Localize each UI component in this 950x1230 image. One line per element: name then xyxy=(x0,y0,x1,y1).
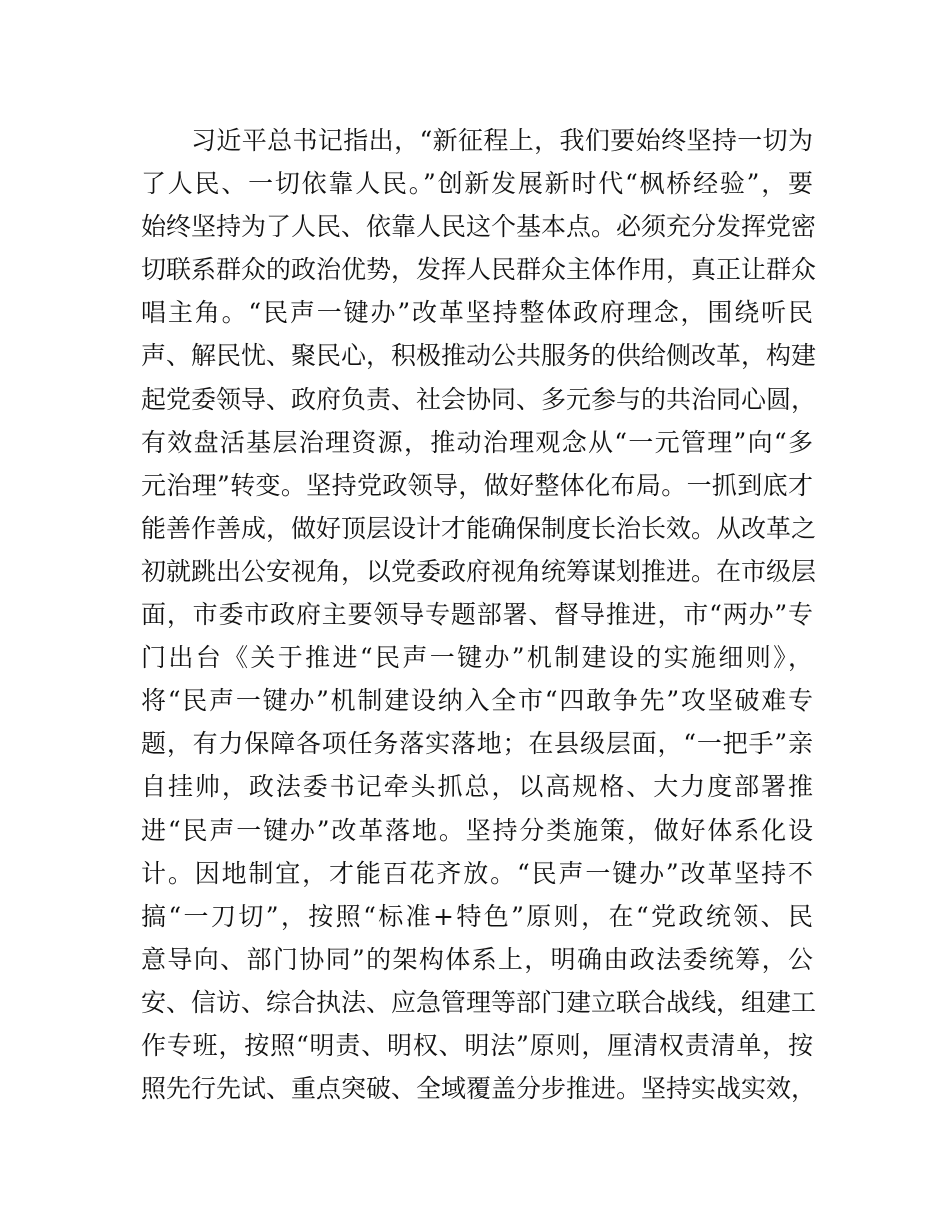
paragraph-line: 唱主角。“民声一键办”改革坚持整体政府理念，围绕听民 xyxy=(141,298,813,328)
paragraph-line: 门出台《关于推进“民声一键办”机制建设的实施细则》， xyxy=(141,643,813,673)
paragraph-line: 自挂帅，政法委书记牵头抓总，以高规格、大力度部署推 xyxy=(141,772,813,802)
paragraph-line: 起党委领导、政府负责、社会协同、多元参与的共治同心圆， xyxy=(141,384,817,414)
paragraph-line: 题，有力保障各项任务落实落地；在县级层面，“一把手”亲 xyxy=(141,729,813,759)
paragraph-line: 了人民、一切依靠人民。”创新发展新时代“枫桥经验”，要 xyxy=(141,169,813,199)
paragraph-line: 元治理”转变。坚持党政领导，做好整体化布局。一抓到底才 xyxy=(141,470,813,500)
paragraph-line: 意导向、部门协同”的架构体系上，明确由政法委统筹，公 xyxy=(141,944,813,974)
paragraph-line: 切联系群众的政治优势，发挥人民群众主体作用，真正让群众 xyxy=(141,255,817,285)
paragraph-line: 将“民声一键办”机制建设纳入全市“四敢争先”攻坚破难专 xyxy=(141,686,813,716)
paragraph-line: 有效盘活基层治理资源，推动治理观念从“一元管理”向“多 xyxy=(141,427,813,457)
paragraph-line: 初就跳出公安视角，以党委政府视角统筹谋划推进。在市级层 xyxy=(141,556,817,586)
paragraph-line: 进“民声一键办”改革落地。坚持分类施策，做好体系化设 xyxy=(141,815,813,845)
paragraph-line: 声、解民忧、聚民心，积极推动公共服务的供给侧改革，构建 xyxy=(141,341,817,371)
paragraph-line: 始终坚持为了人民、依靠人民这个基本点。必须充分发挥党密 xyxy=(141,212,817,242)
paragraph-line: 面，市委市政府主要领导专题部署、督导推进，市“两办”专 xyxy=(141,600,813,630)
paragraph-line: 搞“一刀切”，按照“标准+特色”原则，在“党政统领、民 xyxy=(141,901,813,931)
paragraph-line: 作专班，按照“明责、明权、明法”原则，厘清权责清单，按 xyxy=(141,1030,813,1060)
paragraph-line: 能善作善成，做好顶层设计才能确保制度长治长效。从改革之 xyxy=(141,513,817,543)
paragraph-line: 计。因地制宜，才能百花齐放。“民声一键办”改革坚持不 xyxy=(141,858,813,888)
body-paragraph xyxy=(141,119,817,1110)
paragraph-line: 安、信访、综合执法、应急管理等部门建立联合战线，组建工 xyxy=(141,987,817,1017)
paragraph-line: 习近平总书记指出，“新征程上，我们要始终坚持一切为 xyxy=(191,126,813,155)
paragraph-line: 照先行先试、重点突破、全域覆盖分步推进。坚持实战实效， xyxy=(141,1074,817,1104)
